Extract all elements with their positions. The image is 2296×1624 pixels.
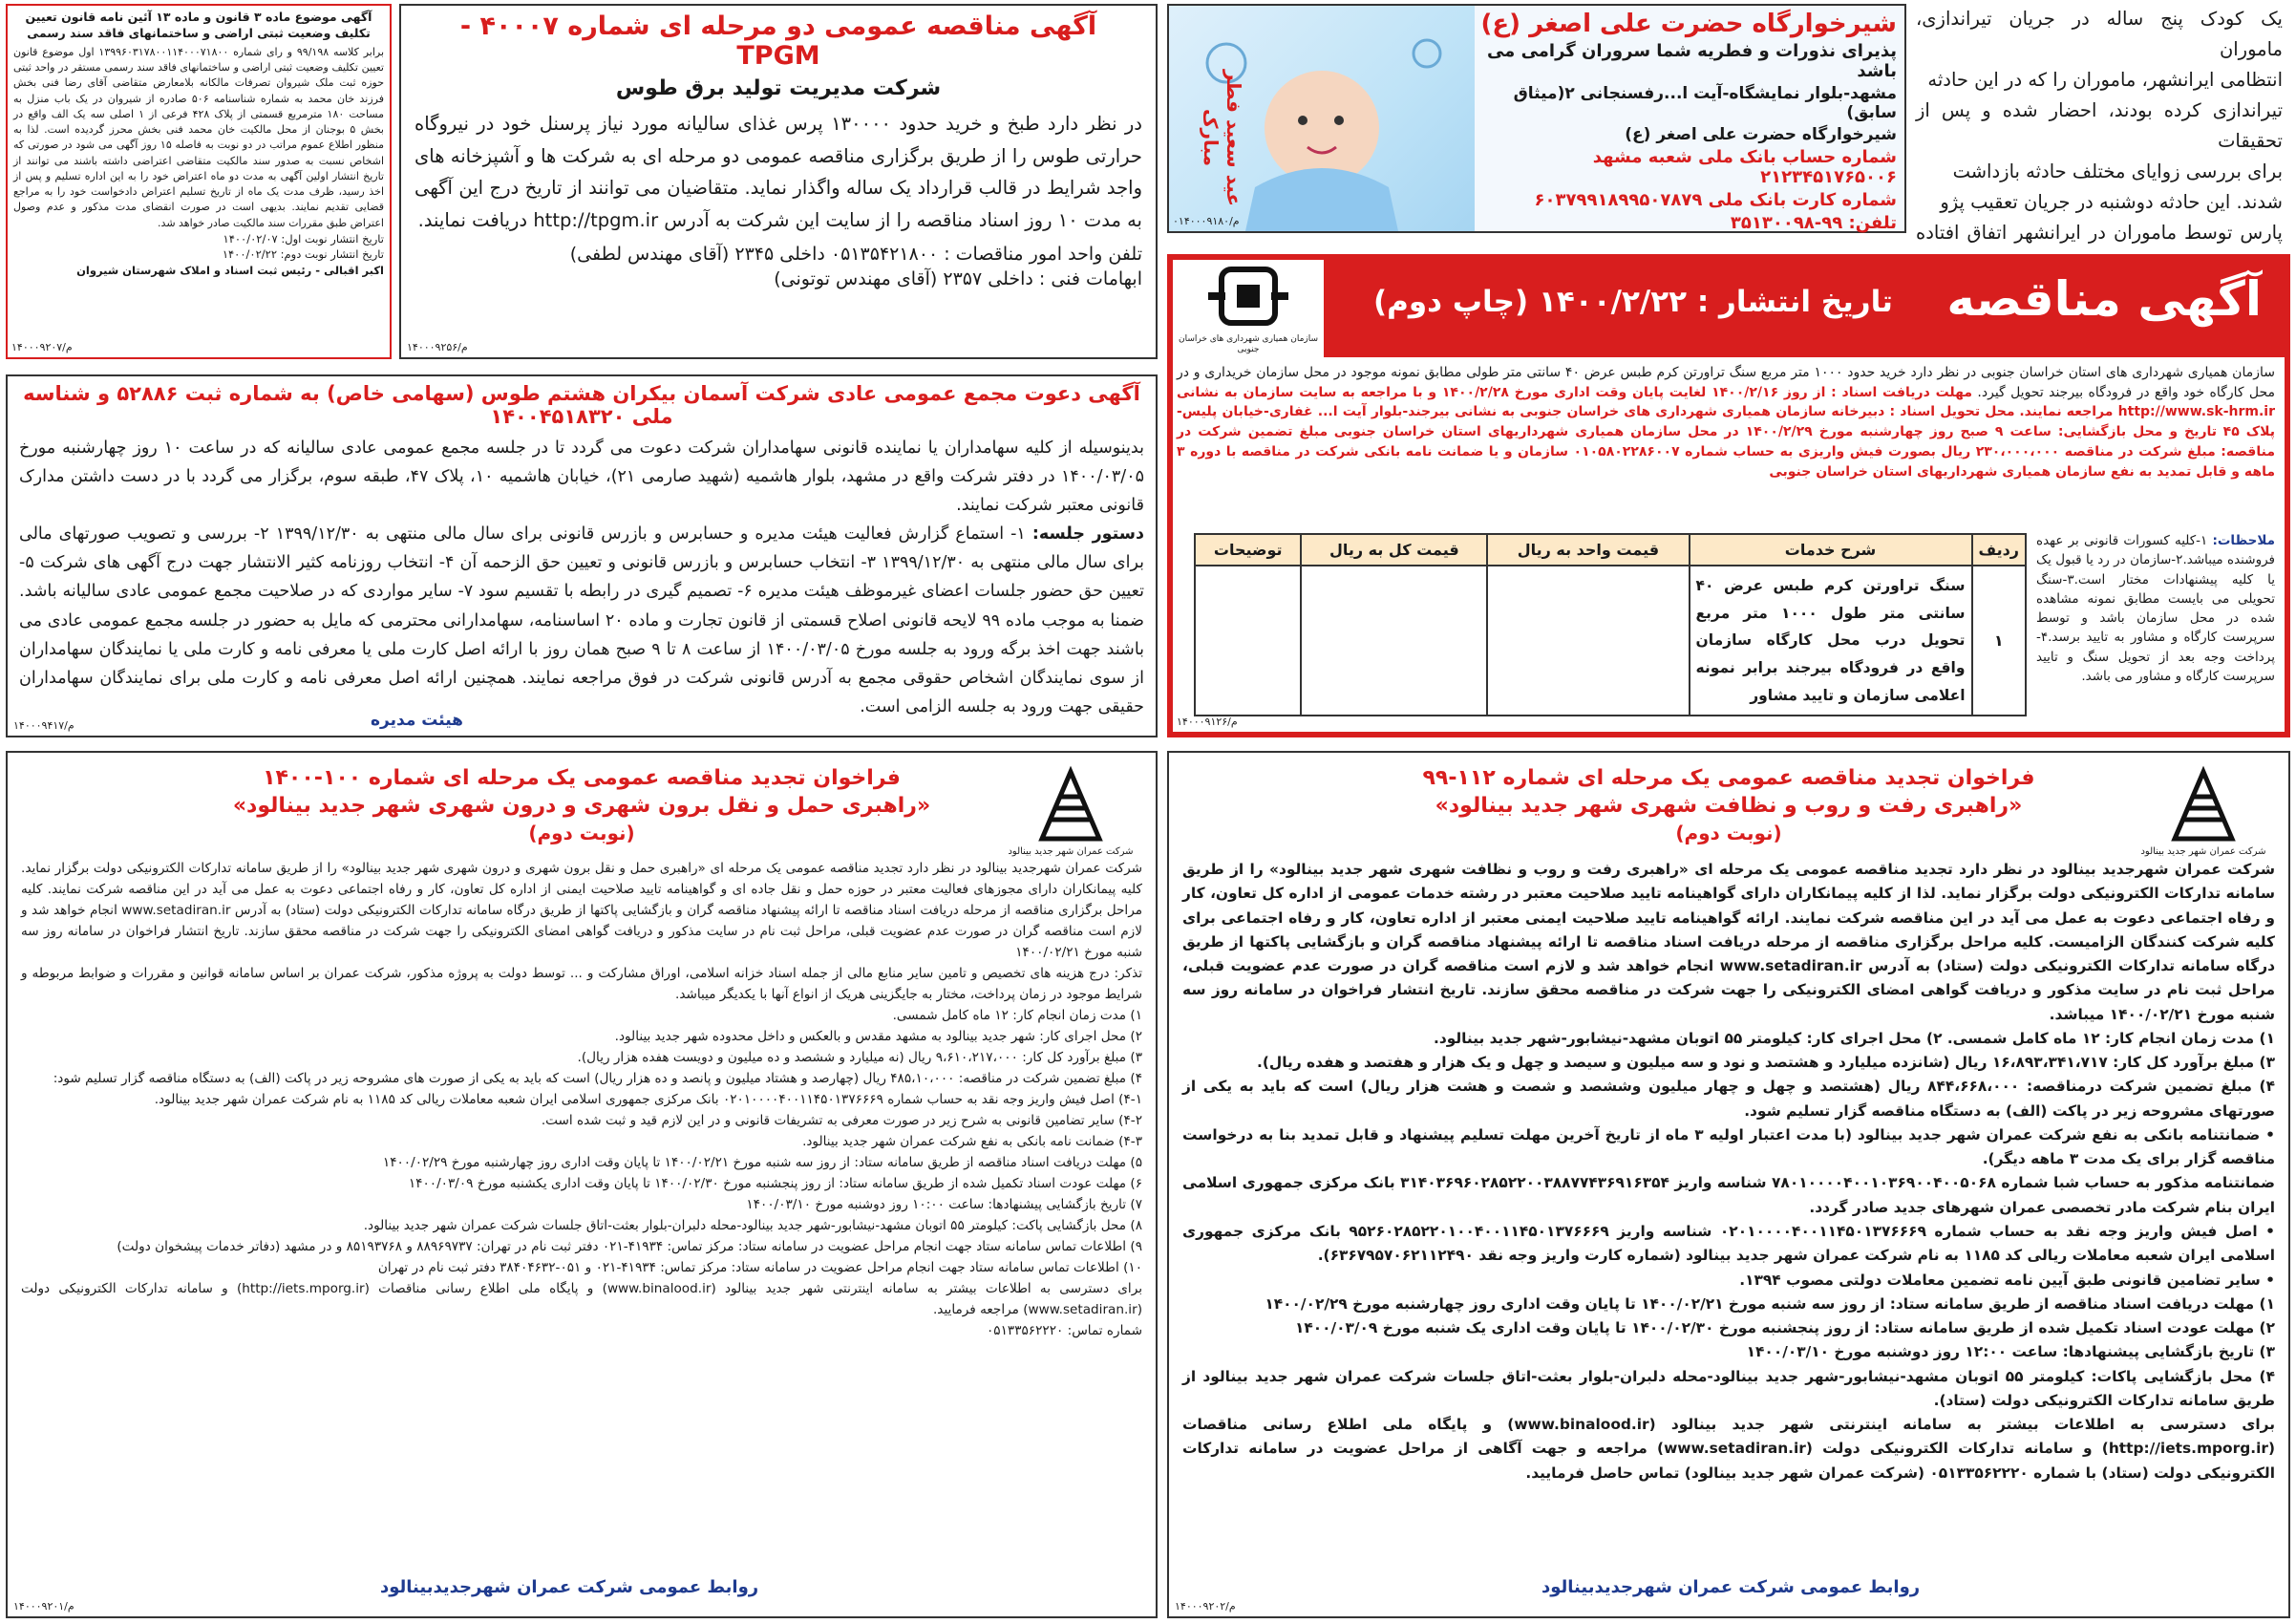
td-notes: [1195, 566, 1301, 716]
binalood-ad-1: [6, 751, 1158, 1618]
news-line: برای بررسی زوایای مختلف حادثه بازداشت: [1952, 160, 2283, 182]
tender-doc-time: مهلت دریافت اسناد : از روز ۱۴۰۰/۲/۱۶ لغایت پایان وقت اداری مورخ ۱۴۰۰/۲/۲۸ و با مراجعه به سایت سازمان به نشانی http://www.sk-hrm.ir مراجعه نمایند.: [1177, 384, 2276, 420]
th-total: قیمت کل به ریال: [1301, 534, 1487, 566]
list-item: • سایر تضامین قانونی طبق آیین نامه تضمین معاملات دولتی مصوب ۱۳۹۴.: [1739, 1271, 2275, 1289]
list-item: برای دسترسی به اطلاعات بیشتر به سامانه اینترنتی شهر جدید بینالود (www.binalood.ir) و پایگاه ملی اطلاع رسانی مناقصات (http://iets.mporg.ir) و سامانه تدارکات الکترونیکی دولت (www.setadiran.ir) مراجعه و جهت آگاهی از مراحل عضویت در سامانه تدارکات الکترونیکی دولت (ستاد) با شماره ۰۵۱۳۳۵۶۲۲۲۰ (شرکت عمران شهر جدید بینالود) تماس حاصل فرمایید.: [1182, 1416, 2275, 1482]
binalood1-subtitle: «راهبری حمل و نقل برون شهری و درون شهری شهر جدید بینالود»: [232, 794, 931, 818]
list-item: ۸) محل بازگشایی پاکت: کیلومتر ۵۵ اتوبان مشهد-نیشابور-شهر جدید بینالود-محله دلبران-بلوار بعثت-اتاق جلسات شرکت عمران شهر جدید بینالود.: [363, 1218, 1142, 1234]
binalood1-footer: روابط عمومی شرکت عمران شهرجدیدبینالود: [380, 1577, 759, 1597]
news-line: شدند. این حادثه دوشنبه در جریان تعقیب پژو: [1940, 190, 2283, 213]
td-total: [1301, 566, 1487, 716]
list-item: ۱) مدت زمان انجام کار: ۱۲ ماه کامل شمسی. ۲) محل اجرای کار: کیلومتر ۵۵ اتوبان مشهد-نیشابور-شهر جدید بینالود.: [1433, 1029, 2275, 1047]
list-item: ۷) تاریخ بازگشایی پیشنهادها: ساعت ۱۰:۰۰ روز دوشنبه مورخ ۱۴۰۰/۰۳/۱۰: [746, 1197, 1142, 1213]
shirkhargah-address: مشهد-بلوار نمایشگاه-آیت ا...رفسنجانی ۲(میثاق سابق): [1513, 84, 1897, 122]
shirkhargah-org: شیرخوارگاه حضرت علی اصغر (ع): [1625, 125, 1897, 144]
news-line: پارس توسط ماموران در ایرانشهر اتفاق افتاده: [1916, 221, 2283, 244]
ad-code: ۱۴۰۰۰۹۲۵۶/م: [407, 341, 468, 353]
binalood-logo-icon: [2165, 762, 2242, 843]
eid-badge: عید سعید فطر مبارک: [1200, 69, 1245, 206]
tpgm-ad: [399, 4, 1158, 359]
shirkhargah-phone: تلفن: ۹۹-۳۵۱۳۰۰۹۸: [1730, 213, 1897, 233]
list-item: ۵) مهلت دریافت اسناد مناقصه از طریق سامانه ستاد: از روز سه شنبه مورخ ۱۴۰۰/۰۲/۲۱ تا پایان وقت اداری روز چهارشنبه مورخ ۱۴۰۰/۰۲/۲۹: [382, 1155, 1142, 1171]
tender-header: [1322, 260, 2285, 357]
aseman-signer: هیئت مدیره: [371, 711, 463, 730]
binalood2-logo-caption: شرکت عمران شهر جدید بینالود: [2140, 846, 2266, 857]
tender-title: آگهی مناقصه: [1946, 271, 2262, 327]
aseman-agenda-text: ۱- استماع گزارش فعالیت هیئت مدیره و حسابرس و بازرس قانونی برای سال مالی منتهی به ۱۳۹۹/۱۲/۳۰ ۲- بررسی و تصویب صورتهای مالی برای سال مالی منتهی به ۱۳۹۹/۱۲/۳۰ ۳- انتخاب حسابرس و بازرس قانونی و تعیین حق الزحمه آن ۴- انتخاب روزنامه کثیر الانتشار جهت درج آگهی های شرکت ۵- تعیین حق حضور جلسات اعضای غیرموظف هیئت مدیره ۶- تصمیم گیری در رابطه با تقسیم سود ۷- سایر مواردی که در صلاحیت مجمع عمومی عادی سالیانه باشد. ضمنا به موجب ماده ۹۹ لایحه قانونی اصلاح قسمتی از قانون تجارت و ماده ۲۰ اساسنامه، سهامدارانی محترمی که مایل به حضور در جلسه مجمع عمومی عادی می باشند جهت اخذ برگه ورود به جلسه مورخ ۱۴۰۰/۰۳/۰۵ از ساعت ۸ تا ۹ صبح همان روز با ارائه اصل کارت ملی یا معرفی نامه و کارت ملی یا نمایندگان سهامداران از سوی نمایندگان اشخاص حقوقی مجمع به آدرس قانونی شرکت در فوق مراجعه نمایند. همچنین ارائه اصل معرفی نامه و کارت ملی برای نمایندگان سهامداران حقیقی جهت ورود به جلسه الزامی است.: [19, 524, 1145, 716]
binalood1-title: فراخوان تجدید مناقصه عمومی یک مرحله ای شماره ۱۰۰-۱۴۰۰: [263, 766, 901, 790]
shirkhargah-account: شماره حساب بانک ملی شعبه مشهد ۲۱۲۳۴۵۱۷۶۵۰۰۶: [1592, 147, 1897, 187]
property-date1: تاریخ انتشار نوبت اول: ۱۴۰۰/۰۲/۰۷: [223, 231, 384, 246]
list-item: ۴) مبلغ تضمین شرکت درمناقصه: ۸۴۴،۶۶۸،۰۰۰ ریال (هشتصد و چهل و چهار میلیون وششصد و شصت و هشت هزار ریال) است که باید به یکی از صورتهای مشروحه زیر در پاکت (الف) به دستگاه مناقصه گزار تسلیم شود.: [1182, 1078, 2275, 1120]
tender-intro: [1177, 363, 2275, 481]
property-notice: [6, 4, 392, 359]
aseman-agenda: [19, 520, 1144, 721]
th-notes: توضیحات: [1195, 534, 1301, 566]
khorasan-tender: [1167, 254, 2290, 737]
binalood2-subtitle: «راهبری رفت و روب و نظافت شهری شهر جدید بینالود»: [1435, 794, 2023, 818]
tender-guarantee: مبلغ تضمین شرکت در مناقصه: مبلغ شرکت در مناقصه ۲۳۰،۰۰۰،۰۰۰ ریال بصورت فیش واریزی به حساب شماره ۰۱۰۵۸۰۲۲۸۶۰۰۷ سازمان و یا ضمانت نامه بانکی شرکت در مناقصه با دوره ۳ ماهه و قابل تمدید به نفع سازمان همیاری شهرداریهای استان خراسان جنوبی: [1177, 424, 2275, 480]
shirkhargah-ad: [1167, 4, 1906, 233]
property-signer: اکبر اقبالی - رئیس ثبت اسناد و املاک شهرستان شیروان: [76, 263, 384, 277]
tpgm-company: شرکت مدیریت تولید برق طوس: [615, 76, 942, 100]
khorasan-logo-icon: [1208, 266, 1288, 331]
aseman-agenda-label: دستور جلسه:: [1031, 524, 1144, 545]
th-desc: شرح خدمات: [1690, 534, 1972, 566]
list-item: ۳) تاریخ بازگشایی پیشنهادها: ساعت ۱۲:۰۰ روز دوشنبه مورخ ۱۴۰۰/۰۳/۱۰: [1746, 1343, 2275, 1361]
tender-date: تاریخ انتشار : ۱۴۰۰/۲/۲۲ (چاپ دوم): [1373, 285, 1893, 319]
ad-code: ۱۴۰۰۰۹۱۲۶/م: [1177, 716, 1238, 728]
binalood2-body: شرکت عمران شهرجدید بینالود در نظر دارد تجدید مناقصه عمومی یک مرحله ای «راهبری رفت و روب و نظافت شهری شهر جدید بینالود» را از طریق سامانه تدارکات الکترونیکی دولت برگزار نماید. لذا از کلیه پیمانکاران دارای گواهینامه تایید صلاحیت معتبر در رشته خدمات عمومی از اداره کل تعاون، کار و رفاه اجتماعی دعوت به عمل می آید در این مناقصه شرکت نمایند. ارائه گواهینامه تایید صلاحیت ایمنی معتبر از اداره تعاون، کار و رفاه اجتماعی برای کلیه شرکت کنندگان الزامیست. کلیه مراحل برگزاری مناقصه از مرحله دریافت اسناد مناقصه تا ارائه پیشنهاد مناقصه گران و بازگشایی پاکتها از طریق درگاه سامانه تدارکات الکترونیکی دولت (ستاد) به آدرس www.setadiran.ir انجام خواهد شد و لازم است مناقصه گران در صورت عدم عضویت قبلی، مراحل ثبت نام در سایت مذکور و دریافت گواهی امضای الکترونیکی را جهت شرکت در مناقصه محقق سازند. تاریخ انتشار فراخوان در سامانه روز سه شنبه مورخ ۱۴۰۰/۰۲/۲۱ میباشد.: [1182, 861, 2275, 1023]
binalood1-items: [21, 963, 1142, 1341]
tpgm-phone: تلفن واحد امور مناقصات : ۰۵۱۳۵۴۲۱۸۰۰ داخلی ۲۳۴۵ (آقای مهندس لطفی): [569, 244, 1142, 266]
binalood1-body: شرکت عمران شهرجدید بینالود در نظر دارد تجدید مناقصه عمومی یک مرحله ای «راهبری حمل و نقل برون شهری و درون شهری شهر جدید بینالود» را از طریق سامانه تدارکات الکترونیکی دولت برگزار نماید. کلیه پیمانکاران دارای مجوزهای فعالیت معتبر در حوزه حمل و نقل جاده ای و گواهینامه تایید صلاحیت ایمنی از اداره کل تعاون، کار و رفاه اجتماعی دعوت به عمل می آید در این مناقصه شرکت نمایند. کلیه مراحل برگزاری مناقصه از مرحله دریافت اسناد مناقصه تا ارائه پیشنهاد مناقصه گران و بازگشایی پاکتها از طریق درگاه سامانه تدارکات الکترونیکی دولت (ستاد) به آدرس www.setadiran.ir انجام خواهد شد و لازم است مناقصه گران در صورت عدم عضویت قبلی، مراحل ثبت نام در سایت مذکور و دریافت گواهی امضای الکترونیکی را جهت شرکت در مناقصه محقق سازند. تاریخ انتشار فراخوان در سامانه روز سه شنبه مورخ ۱۴۰۰/۰۲/۲۱: [21, 861, 1142, 961]
binalood-ad-2: [1167, 751, 2290, 1618]
list-item: ۶) مهلت عودت اسناد تکمیل شده از طریق سامانه ستاد: از روز پنجشنبه مورخ ۱۴۰۰/۰۲/۳۰ تا پایان وقت اداری یکشنبه مورخ ۱۴۰۰/۰۳/۰۹: [408, 1176, 1142, 1192]
property-body: برابر کلاسه ۹۹/۱۹۸ و رای شماره ۱۳۹۹۶۰۳۱۷۸۰۰۱۱۴۰۰۰۷۱۸۰۰ اول موضوع قانون تعیین تکلیف وضعیت ثبتی اراضی و ساختمانهای فاقد سند رسمی مستقر در واحد ثبتی حوزه ثبت ملک شیروان تصرفات مالکانه بلامعارض متقاضی آقای رضا فنی بخش فرزند خان محمد به شماره شناسنامه ۵۰۶ صادره از شیروان در یک باب منزل به مساحت ۱۸۰ مترمربع قسمتی از پلاک ۴۲۸ فرعی از ۱ اصلی سه یک الف واقع در بخش ۵ بوجنان از محل مالکیت خان محمد فنی بخش محرز گردیده است. لذا به منظور اطلاع عموم مراتب در دو نوبت به فاصله ۱۵ روز آگهی می شود در صورتی که اشخاص نسبت به صدور سند مالکیت متقاضی اعتراضی داشته باشند می توانند از تاریخ انتشار اولین آگهی به مدت دو ماه اعتراض خود را به این اداره تسلیم و پس از اخذ رسید، ظرف مدت یک ماه از تاریخ تسلیم اعتراض دادخواست خود را به مراجع قضایی تقدیم نمایند. بدیهی است در صورت انقضای مدت مذکور و عدم وصول اعتراض طبق مقررات سند مالکیت صادر خواهد شد.: [13, 45, 385, 229]
list-item: ۴-۳) ضمانت نامه بانکی به نفع شرکت عمران شهر جدید بینالود.: [802, 1134, 1142, 1150]
aseman-title: آگهی دعوت مجمع عمومی عادی شرکت آسمان بیکران هشتم طوس (سهامی خاص) به شماره ثبت ۵۲۸۸۶ و شناسه ملی ۱۴۰۰۴۵۱۸۳۲۰: [23, 382, 1140, 428]
ad-code: ۱۴۰۰۰۹۴۱۷/م: [13, 719, 74, 732]
tpgm-title: آگهی مناقصه عمومی دو مرحله ای شماره ۴۰۰۰۷ - TPGM: [459, 11, 1097, 71]
news-text: [1916, 4, 2283, 279]
shirkhargah-content: [1478, 10, 1897, 233]
news-line: انتظامی ایرانشهر، ماموران را که در این حادثه: [1927, 68, 2283, 91]
list-item: ضمانتنامه مذکور به حساب شبا شماره ۷۸۰۱۰۰۰۰۴۰۰۱۰۳۶۹۰۰۴۰۰۵۰۶۸ شناسه واریز ۳۱۴۰۳۶۹۶۰۲۸۵۲۲۰۰۳۸۸۷۷۴۳۶۹۱۶۳۵۴ بانک مرکزی جمهوری اسلامی ایران بنام شرکت مادر تخصصی عمران شهرهای جدید صادر گردد.: [1182, 1174, 2275, 1216]
list-item: ۴) محل بازگشایی پاکات: کیلومتر ۵۵ اتوبان مشهد-نیشابور-شهر جدید بینالود-محله دلبران-بلوار بعثت-اتاق جلسات شرکت عمران شهر جدید بینالود از طریق سامانه تدارکات الکترونیکی دولت (ستاد).: [1182, 1367, 2275, 1409]
binalood1-round: (نوبت دوم): [528, 822, 635, 844]
property-date2: تاریخ انتشار نوبت دوم: ۱۴۰۰/۰۲/۲۲: [222, 247, 384, 262]
list-item: شماره تماس: ۰۵۱۳۳۵۶۲۲۲۰: [986, 1323, 1142, 1339]
tender-notes-title: ملاحظات:: [2212, 533, 2275, 548]
news-line: تیراندازی کرده بودند، احضار شده و پس از تحقیقات: [1916, 98, 2283, 152]
tender-opening: تاریخ و محل بازگشایی: ساعت ۹ صبح روز چهارشنبه مورخ ۱۴۰۰/۲/۲۹ در محل سازمان همیاری شهرداریهای استان خراسان جنوبی: [1333, 424, 2218, 440]
list-item: • اصل فیش واریز وجه نقد به حساب شماره ۰۲۰۱۰۰۰۰۴۰۰۱۱۴۵۰۱۳۷۶۶۶۹ شناسه واریز ۹۵۲۶۰۲۸۵۲۲۰۱۰۰۴۰۰۱۱۴۵۰۱۳۷۶۶۶۹ بانک مرکزی جمهوری اسلامی ایران شعبه معاملات ریالی کد ۱۱۸۵ به نام شرکت عمران شهر جدید بینالود (شماره کارت واریز وجه نقد ۶۳۶۷۹۵۷۰۶۲۱۱۲۴۹۰).: [1182, 1222, 2275, 1265]
list-item: ۲) مهلت عودت اسناد تکمیل شده از طریق سامانه ستاد: از روز پنجشنبه مورخ ۱۴۰۰/۰۲/۳۰ تا پایان وقت اداری یک شنبه مورخ ۱۴۰۰/۰۳/۰۹: [1294, 1319, 2275, 1337]
tpgm-body: در نظر دارد طبخ و خرید حدود ۱۳۰۰۰۰ پرس غذای سالیانه مورد نیاز پرسنل خود در نیروگاه حرارتی طوس را از طریق برگزاری مناقصه عمومی دو مرحله ای به شرکت ها و آشپزخانه های واجد شرایط در قالب قرارداد یک ساله واگذار نماید. متقاضیان می توانند از تاریخ درج این آگهی به مدت ۱۰ روز اسناد مناقصه را از سایت این شرکت به آدرس http://tpgm.ir دریافت نمایند.: [415, 113, 1142, 231]
tender-delivery: محل تحویل اسناد : دبیرخانه سازمان همیاری شهرداری های خراسان جنوبی به نشانی بیرجند-بلوار آیت ا... غفاری-خیابان پلیس-پلاک ۴۵: [1177, 404, 2275, 440]
list-item: ۳) مبلغ برآورد کل کار: ۹،۶۱۰،۲۱۷،۰۰۰ ریال (نه میلیارد و ششصد و ده میلیون و دویست هفده هزار ریال).: [577, 1050, 1142, 1066]
list-item: ۴-۲) سایر تضامین قانونی به شرح زیر در صورت معرفی به تشریفات قانونی و در این لازم قید و ثبت شده است.: [541, 1113, 1142, 1129]
list-item: برای دسترسی به اطلاعات بیشتر به سامانه اینترنتی شهر جدید بینالود (www.binalood.ir) و پایگاه ملی اطلاع رسانی مناقصات (http://iets.mporg.ir) و سامانه تدارکات الکترونیکی دولت (www.setadiran.ir) مراجعه فرمایید.: [21, 1281, 1142, 1318]
list-item: ۱۰) اطلاعات تماس سامانه ستاد جهت انجام مراحل عضویت در سامانه ستاد: مرکز تماس: ۴۱۹۳۴-۰۲۱ و ۰۵۱-۳۸۴۰۴۶۳۲ دفتر ثبت نام در تهران: [377, 1260, 1142, 1276]
list-item: ۱) مهلت دریافت اسناد مناقصه از طریق سامانه ستاد: از روز سه شنبه مورخ ۱۴۰۰/۰۲/۲۱ تا پایان وقت اداری روز چهارشنبه مورخ ۱۴۰۰/۰۲/۲۹: [1265, 1294, 2275, 1313]
binalood-logo-icon: [1032, 762, 1109, 843]
ad-code: ۱۴۰۰۰۹۲۰۲/م: [1175, 1600, 1236, 1613]
table-header-row: [1195, 534, 2026, 566]
list-item: تذکر: درج هزینه های تخصیص و تامین سایر منابع مالی از جمله اسناد خزانه اسلامی، اوراق مشارکت و ... توسط دولت به پروژه مذکور، شرکت عمران بر اساس سامانه قوانین و مقررات و ضوابط مربوطه و شرایط موجود در زمان پرداخت، مختار به جایگزینی هریک از انواع آنها با یکدیگر میباشد.: [21, 966, 1142, 1003]
binalood2-items: [1182, 1027, 2275, 1485]
td-row: ۱: [1972, 566, 2026, 716]
list-item: • ضمانتنامه بانکی به نفع شرکت عمران شهر جدید بینالود (با مدت اعتبار اولیه ۳ ماه از تاریخ آخرین مهلت تسلیم پیشنهاد و قابل تمدید بنا به درخواست مناقصه گزار برای یک مدت ۳ ماهه دیگر).: [1182, 1125, 2276, 1168]
tpgm-tech: ابهامات فنی : داخلی ۲۳۵۷ (آقای مهندس توتونی): [774, 268, 1142, 290]
ad-code: ۱۴۰۰۰۹۲۰۱/م: [13, 1600, 74, 1613]
list-item: ۲) محل اجرای کار: شهر جدید بینالود به مشهد مقدس و بالعکس و داخل محدوده شهر جدید بینالود.: [614, 1029, 1142, 1045]
binalood2-round: (نوبت دوم): [1675, 822, 1782, 844]
shirkhargah-card: شماره کارت بانک ملی ۶۰۳۷۹۹۱۸۹۹۵۰۷۸۷۹: [1534, 190, 1897, 210]
news-fragment: [1910, 0, 2288, 244]
list-item: ۴) مبلغ تضمین شرکت در مناقصه: ۴۸۵،۱۰،۰۰۰ ریال (چهارصد و هشتاد میلیون و پانصد و ده هزار ریال) است که باید به یکی از صورت های مشروحه زیر در پاکت (الف) به دستگاه مناقصه گزار تسلیم شود:: [53, 1071, 1142, 1087]
list-item: ۹) اطلاعات تماس سامانه ستاد جهت انجام مراحل عضویت در سامانه ستاد: مرکز تماس: ۴۱۹۳۴-۰۲۱ دفتر ثبت نام در تهران: ۸۸۹۶۹۷۳۷ و ۸۵۱۹۳۷۶۸ و در مشهد (دفاتر خدمات پیشخوان دولت): [117, 1239, 1142, 1255]
list-item: ۴-۱) اصل فیش واریز وجه نقد به حساب شماره ۰۲۰۱۰۰۰۰۴۰۰۱۱۴۵۰۱۳۷۶۶۶۹ بانک مرکزی جمهوری اسلامی ایران شعبه معاملات ریالی کد ۱۱۸۵ به نام شرکت عمران شهر جدید بینالود.: [154, 1092, 1142, 1108]
shirkhargah-subtitle: پذیرای نذورات و فطریه شما سروران گرامی می باشد: [1486, 41, 1897, 81]
ad-code: ۰۱۴۰۰۰۹۱۸۰/م: [1173, 215, 1240, 227]
binalood1-logo-caption: شرکت عمران شهر جدید بینالود: [1008, 846, 1134, 857]
th-unit: قیمت واحد به ریال: [1487, 534, 1689, 566]
th-row: ردیف: [1972, 534, 2026, 566]
binalood2-title: فراخوان تجدید مناقصه عمومی یک مرحله ای شماره ۱۱۲-۹۹: [1422, 766, 2035, 790]
table-row: [1195, 566, 2026, 716]
tender-notes: [2036, 531, 2275, 686]
aseman-intro: بدینوسیله از کلیه سهامداران یا نماینده قانونی سهامداران شرکت دعوت می گردد تا در جلسه مجمع عمومی عادی سالیانه که در ساعت ۱۰ روز چهارشنبه مورخ ۱۴۰۰/۰۳/۰۵ در دفتر شرکت واقع در مشهد، بلوار هاشمیه (شهید صارمی ۲۱)، خیابان هاشمیه ۱۰، پلاک ۴۷، طبقه سوم، برگزار می گردد با در دست داشتن مدارک قانونی معتبر شرکت نمایند.: [19, 438, 1145, 516]
list-item: ۱) مدت زمان انجام کار: ۱۲ ماه کامل شمسی.: [892, 1008, 1142, 1024]
property-title: آگهی موضوع ماده ۳ قانون و ماده ۱۳ آئین نامه قانون تعیین تکلیف وضعیت ثبتی اراضی و ساختمانهای فاقد سند رسمی: [25, 10, 372, 40]
tender-intro-text: سازمان همیاری شهرداری های استان خراسان جنوبی در نظر دارد خرید حدود ۱۰۰۰ متر مربع سنگ تراورتن کرم طبس عرض ۴۰ سانتی متر طولی مطابق نمونه موجود در محل سازمان خریداری و در محل کارگاه خود واقع در فرودگاه بیرجند تحویل گیرد.: [1177, 365, 2276, 400]
tender-logo: [1173, 260, 1324, 357]
td-unit: [1487, 566, 1689, 716]
tender-notes-text: ۱-کلیه کسورات قانونی بر عهده فروشنده میباشد.۲-سازمان در رد یا قبول یک یا کلیه پیشنهادات مختار است.۳-سنگ تحویلی می بایست مطابق نمونه مشاهده شده در محل سازمان باشد و توسط سرپرست کارگاه و مشاور به تایید برسد.۴-پرداخت وجه بعد از تحویل سنگ و تایید سرپرست کارگاه و مشاور می باشد.: [2036, 533, 2275, 684]
tender-table: [1194, 533, 2027, 716]
td-desc: سنگ تراورتن کرم طبس عرض ۴۰ سانتی متر طول ۱۰۰۰ متر مربع تحویل درب محل کارگاه سازمان واقع در فرودگاه بیرجند برابر نمونه اعلامی سازمان و تایید مشاور: [1690, 566, 1972, 716]
binalood2-logo: [2132, 762, 2275, 858]
news-line: یک کودک پنج ساله در جریان تیراندازی، ماموران: [1916, 8, 2283, 60]
aseman-ad: [6, 374, 1158, 737]
baby-illustration: [1169, 6, 1475, 231]
binalood2-footer: روابط عمومی شرکت عمران شهرجدیدبینالود: [1541, 1577, 1921, 1597]
shirkhargah-title: شیرخوارگاه حضرت علی اصغر (ع): [1480, 10, 1897, 38]
tender-logo-caption: سازمان همیاری شهرداری های خراسان جنوبی: [1178, 334, 1319, 354]
ad-code: ۱۴۰۰۰۹۲۰۷/م: [11, 341, 73, 353]
list-item: ۳) مبلغ برآورد کل کار: ۱۶،۸۹۳،۳۴۱،۷۱۷ ریال (شانزده میلیارد و هشتصد و نود و سه میلیون و سیصد و چهل و یک هزار و هفتصد و هفده ریال).: [1257, 1054, 2275, 1072]
binalood1-logo: [999, 762, 1142, 858]
